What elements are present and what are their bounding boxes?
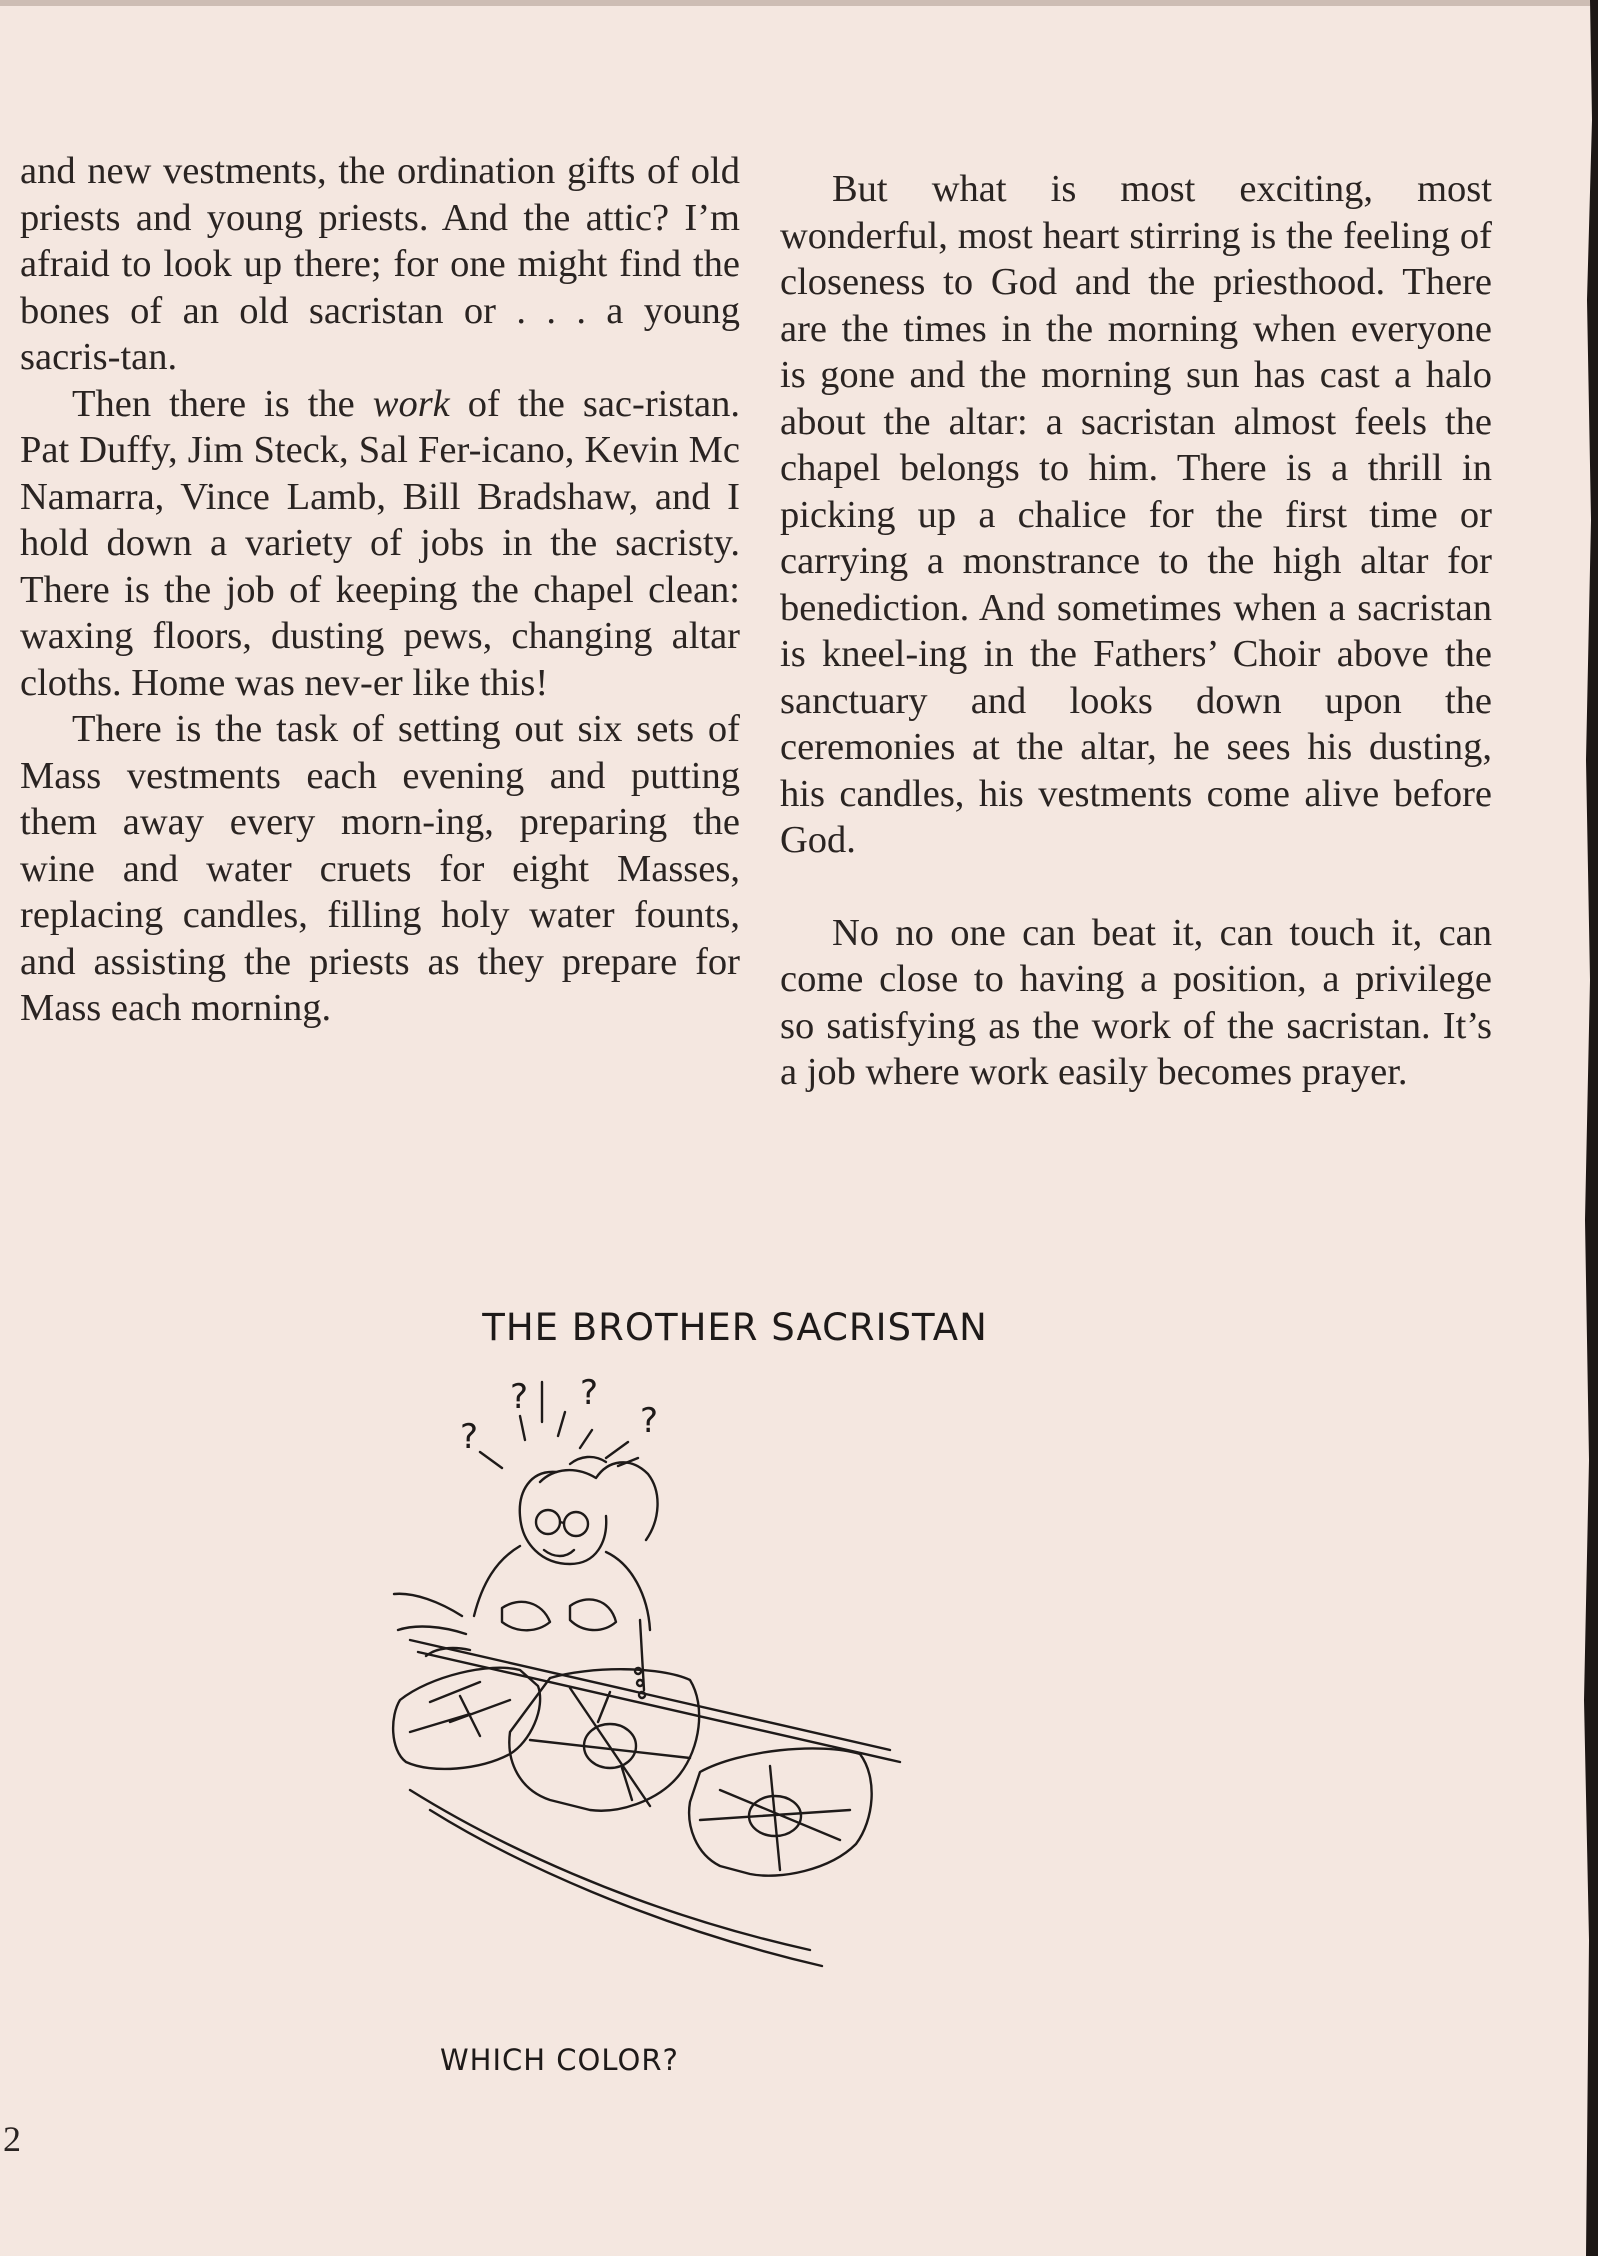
paragraph-task: There is the task of setting out six sets of Mass vestments each evening and putting them away every morn-ing, preparing the wine and water cruets for eight Masses, replacing candles, filling holy water founts, and assisting the priests as they prepare for Mass each morning.: [20, 708, 740, 1029]
question-mark-3: ?: [580, 1373, 599, 1413]
cartoon-title: THE BROTHER SACRISTAN: [482, 1306, 988, 1349]
question-mark-4: ?: [640, 1401, 659, 1441]
glasses-right-icon: [564, 1512, 588, 1536]
top-edge: [0, 0, 1598, 6]
work-body: of the sac-ristan. Pat Duffy, Jim Steck, Sal Fer-icano, Kevin Mc Namarra, Vince Lamb, Bill Bradshaw, and I hold down a variety of jobs in the sacristy. There is the job of keeping the chapel clean: waxing floors, dusting pews, changing altar cloths. Home was nev-er like this!: [20, 382, 741, 704]
question-mark-1: ?: [460, 1417, 479, 1457]
question-mark-2: ?: [510, 1377, 529, 1417]
monk-robe-shoulders: [474, 1546, 650, 1630]
hand-on-head: [570, 1457, 606, 1464]
work-lead: Then there is the: [72, 382, 373, 425]
paragraph-exciting: But what is most exciting, most wonderful, most heart stirring is the feeling of closeness to God and the priesthood. There are the times in the morning when everyone is gone and the morning sun has cast a halo about the altar: a sacristan almost feels the chapel belongs to him. There is a thrill in picking up a chalice for the first time or carrying a monstrance to the high altar for benediction. And sometimes when a sacristan is kneel-ing in the Fathers’ Choir above the sanctuary and looks down upon the ceremonies at the altar, he sees his dusting, his candles, his vestments come alive before God.: [780, 168, 1492, 861]
paragraph-work: [20, 381, 740, 707]
sleeve-left: [502, 1602, 550, 1630]
sacristan-cartoon-illustration: [370, 1370, 1090, 2040]
glasses-left-icon: [536, 1510, 560, 1534]
torn-right-edge: [1584, 0, 1598, 2256]
pointing-hand: [394, 1594, 470, 1656]
vestment-3-cross: [700, 1766, 850, 1870]
vestment-case-edge: [410, 1640, 900, 1762]
puzzle-strokes: [480, 1382, 638, 1468]
vestment-1-cross: [410, 1682, 510, 1736]
cartoon-caption: WHICH COLOR?: [440, 2043, 679, 2077]
right-column: [780, 166, 1492, 1096]
vestment-3: [689, 1748, 872, 1875]
work-emphasis: work: [372, 382, 450, 425]
question-marks: [460, 1373, 658, 1457]
vestment-1: [393, 1668, 540, 1769]
paragraph-prayer: No no one can beat it, can touch it, can come close to having a position, a privilege so satisfying as the work of the sacristan. It’s a job where work easily becomes prayer.: [780, 911, 1492, 1093]
monk-head: [520, 1472, 606, 1564]
page-number: 2: [3, 2119, 21, 2159]
paragraph-attic: and new vestments, the ordination gifts of old priests and young priests. And the attic? I’m afraid to look up there; for one might find the bones of an old sacristan or . . . a young sacris-tan.: [20, 150, 740, 378]
left-column: [20, 148, 740, 1032]
sleeve-right: [570, 1599, 616, 1630]
